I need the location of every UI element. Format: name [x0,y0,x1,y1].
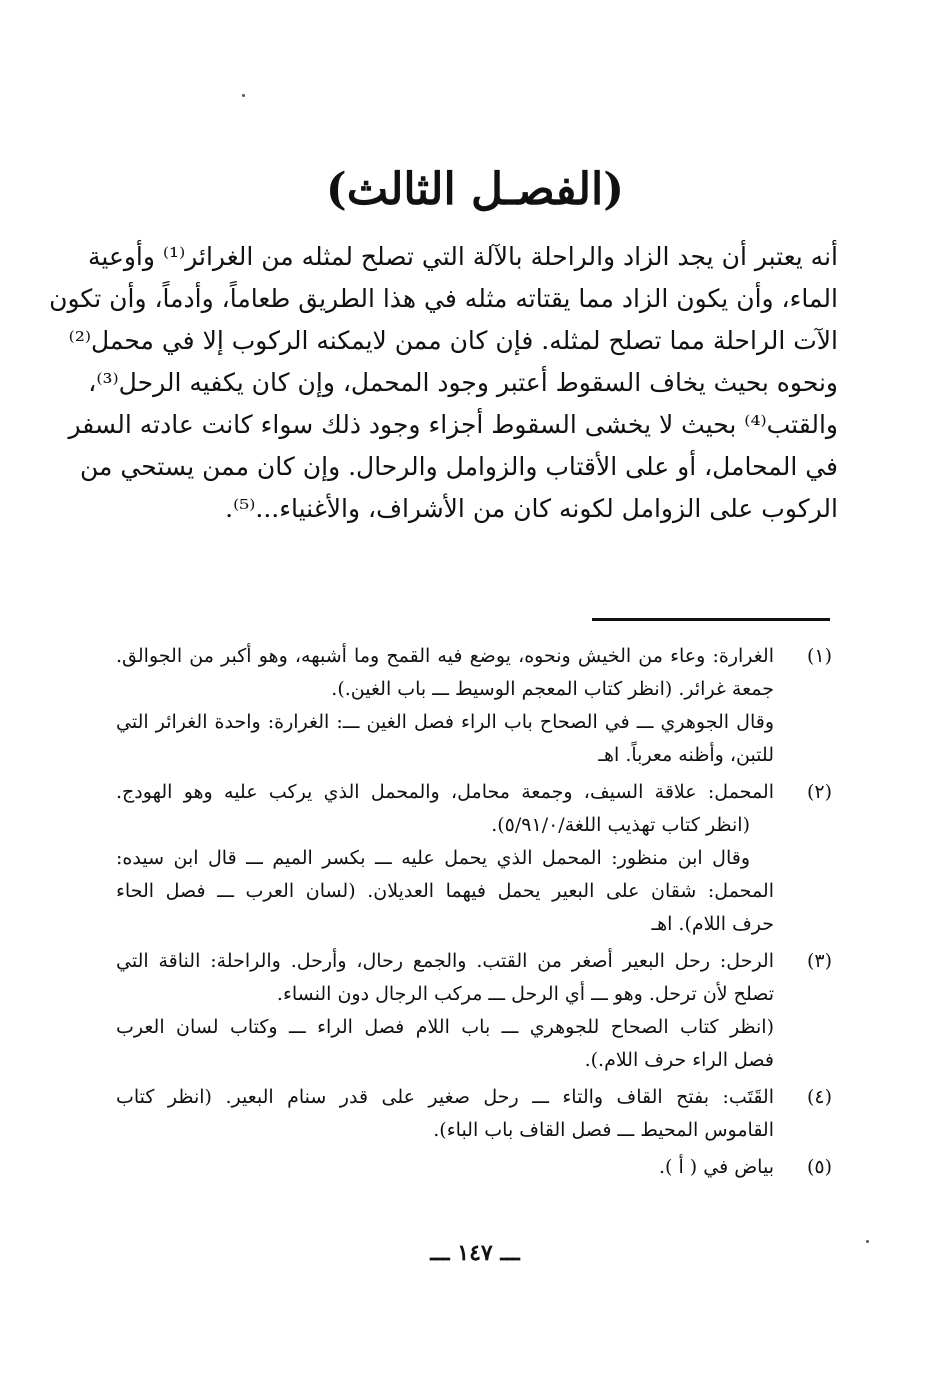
paragraph-line: الماء، وأن يكون الزاد مما يقتاته مثله في هذا الطريق طعاماً، وأدماً، وأن تكون [49,284,838,313]
footnote-number: (١) [806,645,832,667]
page-number-dash: ـــ [500,1240,520,1266]
footnotes [116,640,832,1188]
footnote-1 [116,640,832,772]
footnote-line: جمعة غرائر. (انظر كتاب المعجم الوسيط ـــ باب الغين.). [331,678,774,700]
footnote-number: (٣) [806,950,832,972]
footnote-3 [116,945,832,1077]
footnote-line: بياض في ( أ ). [658,1156,774,1178]
footnote-2 [116,776,832,941]
footnote-line: وقال الجوهري ـــ في الصحاح باب الراء فصل الغين ـــ: الغرارة: واحدة الغرائر التي [116,711,774,733]
footnote-line: المحمل: علاقة السيف، وجمعة محامل، والمحمل الذي يركب عليه وهو الهودج. [116,781,774,803]
scan-speck [242,94,245,97]
footnote-line: القاموس المحيط ـــ فصل القاف باب الباء). [433,1119,774,1141]
footnote-line: حرف اللام). اهـ [651,913,774,935]
footnote-line: الغرارة: وعاء من الخيش ونحوه، يوضع فيه القمح وما أشبهه، وهو أكبر من الجوالق. [116,645,774,667]
footnote-line: (انظر كتاب الصحاح للجوهري ـــ باب اللام فصل الراء ـــ وكتاب لسان العرب [116,1016,774,1038]
footnote-line: المحمل: شقان على البعير يحمل فيهما العديلان. (لسان العرب ـــ فصل الحاء [116,880,774,902]
footnote-line: تصلح لأن ترحل. وهو ـــ أي الرحل ـــ مركب الرجال دون النساء. [276,983,774,1005]
paragraph-line: الركوب على الزوامل لكونه كان من الأشراف، والأغنياء...⁽⁵⁾. [225,494,838,523]
main-paragraph [49,236,838,530]
footnote-number: (٢) [806,781,832,803]
footnote-line: للتبن، وأظنه معرباً. اهـ [598,744,774,766]
footnote-5 [116,1151,832,1184]
page-number-dash: ـــ [430,1240,450,1266]
paragraph-line: أنه يعتبر أن يجد الزاد والراحلة بالآلة التي تصلح لمثله من الغرائر⁽¹⁾ وأوعية [88,242,838,271]
paragraph-line: الآت الراحلة مما تصلح لمثله. فإن كان ممن لايمكنه الركوب إلا في محمل⁽²⁾ [68,326,838,355]
footnote-line: (انظر كتاب تهذيب اللغة/٥/٩١/٠). [491,814,750,836]
footnote-number: (٥) [806,1156,832,1178]
footnote-line: الرحل: رحل البعير أصغر من القتب. والجمع رحال، وأرحل. والراحلة: الناقة التي [116,950,774,972]
footnote-line: فصل الراء حرف اللام.). [584,1049,774,1071]
footnote-number: (٤) [806,1086,832,1108]
footnote-4 [116,1081,832,1147]
page-number [0,1236,950,1270]
paragraph-line: في المحامل، أو على الأقتاب والزوامل والرحال. وإن كان ممن يستحي من [80,452,838,481]
footnote-line: وقال ابن منظور: المحمل الذي يحمل عليه ـــ بكسر الميم ـــ قال ابن سيده: [116,847,750,869]
footnote-line: القَتَب: بفتح القاف والتاء ـــ رحل صغير على قدر سنام البعير. (انظر كتاب [116,1086,774,1108]
chapter-title: (الفصـل الثالث) [325,164,625,215]
paragraph-line: ونحوه بحيث يخاف السقوط أعتبر وجود المحمل، وإن كان يكفيه الرحل⁽³⁾، [88,368,838,397]
page-number-value: ١٤٧ [457,1240,493,1266]
footnote-separator [592,618,830,621]
paragraph-line: والقتب⁽⁴⁾ بحيث لا يخشى السقوط أجزاء وجود ذلك سواء كانت عادته السفر [68,410,838,439]
